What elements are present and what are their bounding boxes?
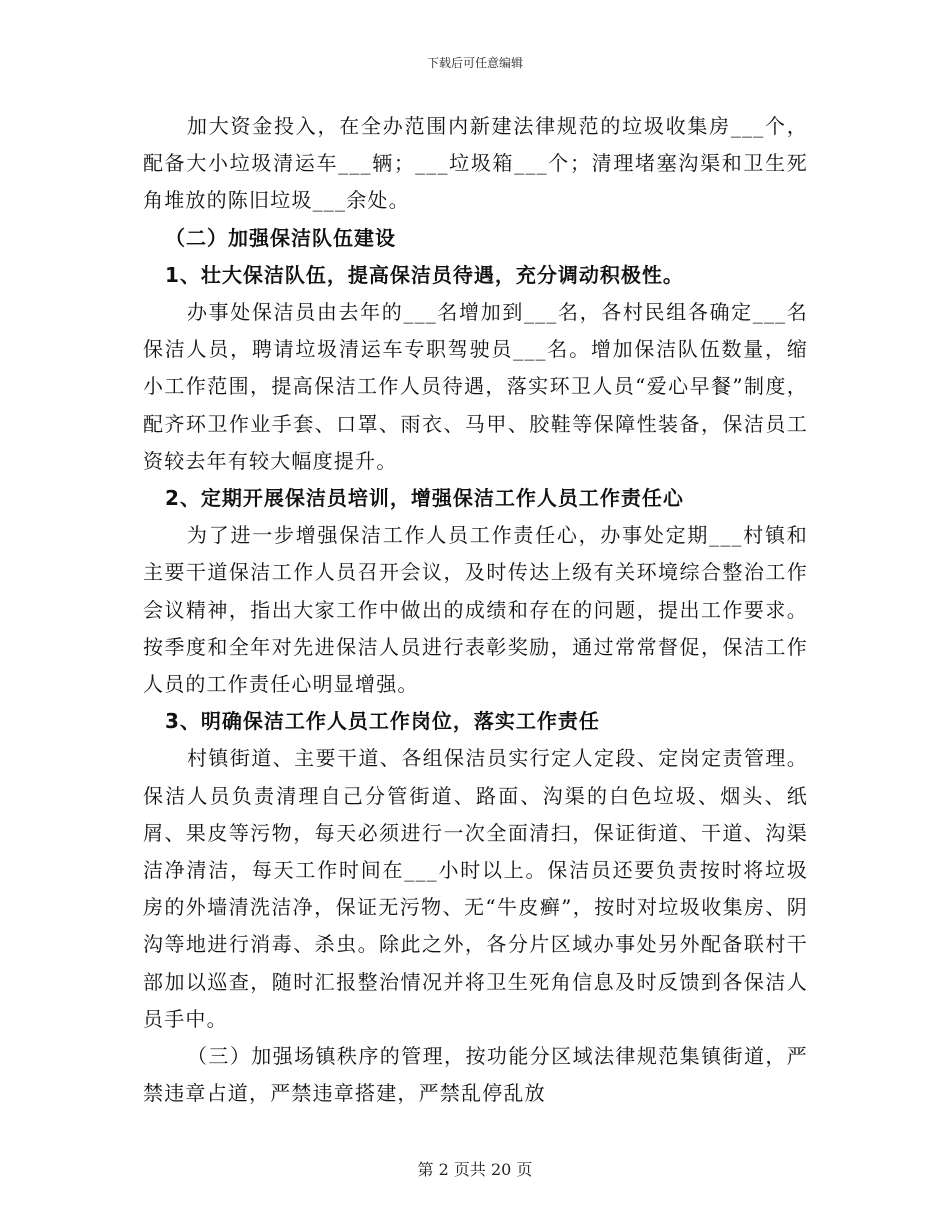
page-footer: 第 2 页共 20 页 xyxy=(417,1160,533,1179)
subheading-responsibility: 3、明确保洁工作人员工作岗位，落实工作责任 xyxy=(165,709,600,734)
paragraph-fund-investment: 加大资金投入，在全办范围内新建法律规范的垃圾收集房___个，配备大小垃圾清运车___辆；___垃圾箱___个；清理堵塞沟渠和卫生死角堆放的陈旧垃圾___余处。 xyxy=(143,114,808,213)
section-heading-cleaning-team: （二）加强保洁队伍建设 xyxy=(165,225,396,250)
page-header: 下载后可任意编辑 xyxy=(426,56,523,70)
paragraph-town-order: （三）加强场镇秩序的管理，按功能分区域法律规范集镇街道，严禁违章占道，严禁违章搭建，严禁乱停乱放 xyxy=(143,1044,808,1106)
paragraph-training: 为了进一步增强保洁工作人员工作责任心，办事处定期___村镇和主要干道保洁工作人员召开会议，及时传达上级有关环境综合整治工作会议精神，指出大家工作中做出的成绩和存在的问题，提出工作要求。按季度和全年对先进保洁人员进行表彰奖励，通过常常督促，保洁工作人员的工作责任心明显增强。 xyxy=(143,523,808,697)
paragraph-responsibility: 村镇街道、主要干道、各组保洁员实行定人定段、定岗定责管理。保洁人员负责清理自己分管街道、路面、沟渠的白色垃圾、烟头、纸屑、果皮等污物，每天必须进行一次全面清扫，保证街道、干道、沟渠洁净清洁，每天工作时间在___小时以上。保洁员还要负责按时将垃圾房的外墙清洗洁净，保证无污物、无“牛皮癣”，按时对垃圾收集房、阴沟等地进行消毒、杀虫。除此之外，各分片区域办事处另外配备联村干部加以巡查，随时汇报整治情况并将卫生死角信息及时反馈到各保洁人员手中。 xyxy=(143,746,808,1031)
subheading-training: 2、定期开展保洁员培训，增强保洁工作人员工作责任心 xyxy=(165,486,684,511)
document-body xyxy=(143,108,808,1112)
paragraph-expand-team: 办事处保洁员由去年的___名增加到___名，各村民组各确定___名保洁人员，聘请垃圾清运车专职驾驶员___名。增加保洁队伍数量，缩小工作范围，提高保洁工作人员待遇，落实环卫人员“爱心早餐”制度，配齐环卫作业手套、口罩、雨衣、马甲、胶鞋等保障性装备，保洁员工资较去年有较大幅度提升。 xyxy=(143,300,808,473)
subheading-expand-team: 1、壮大保洁队伍，提高保洁员待遇，充分调动积极性。 xyxy=(165,262,684,287)
